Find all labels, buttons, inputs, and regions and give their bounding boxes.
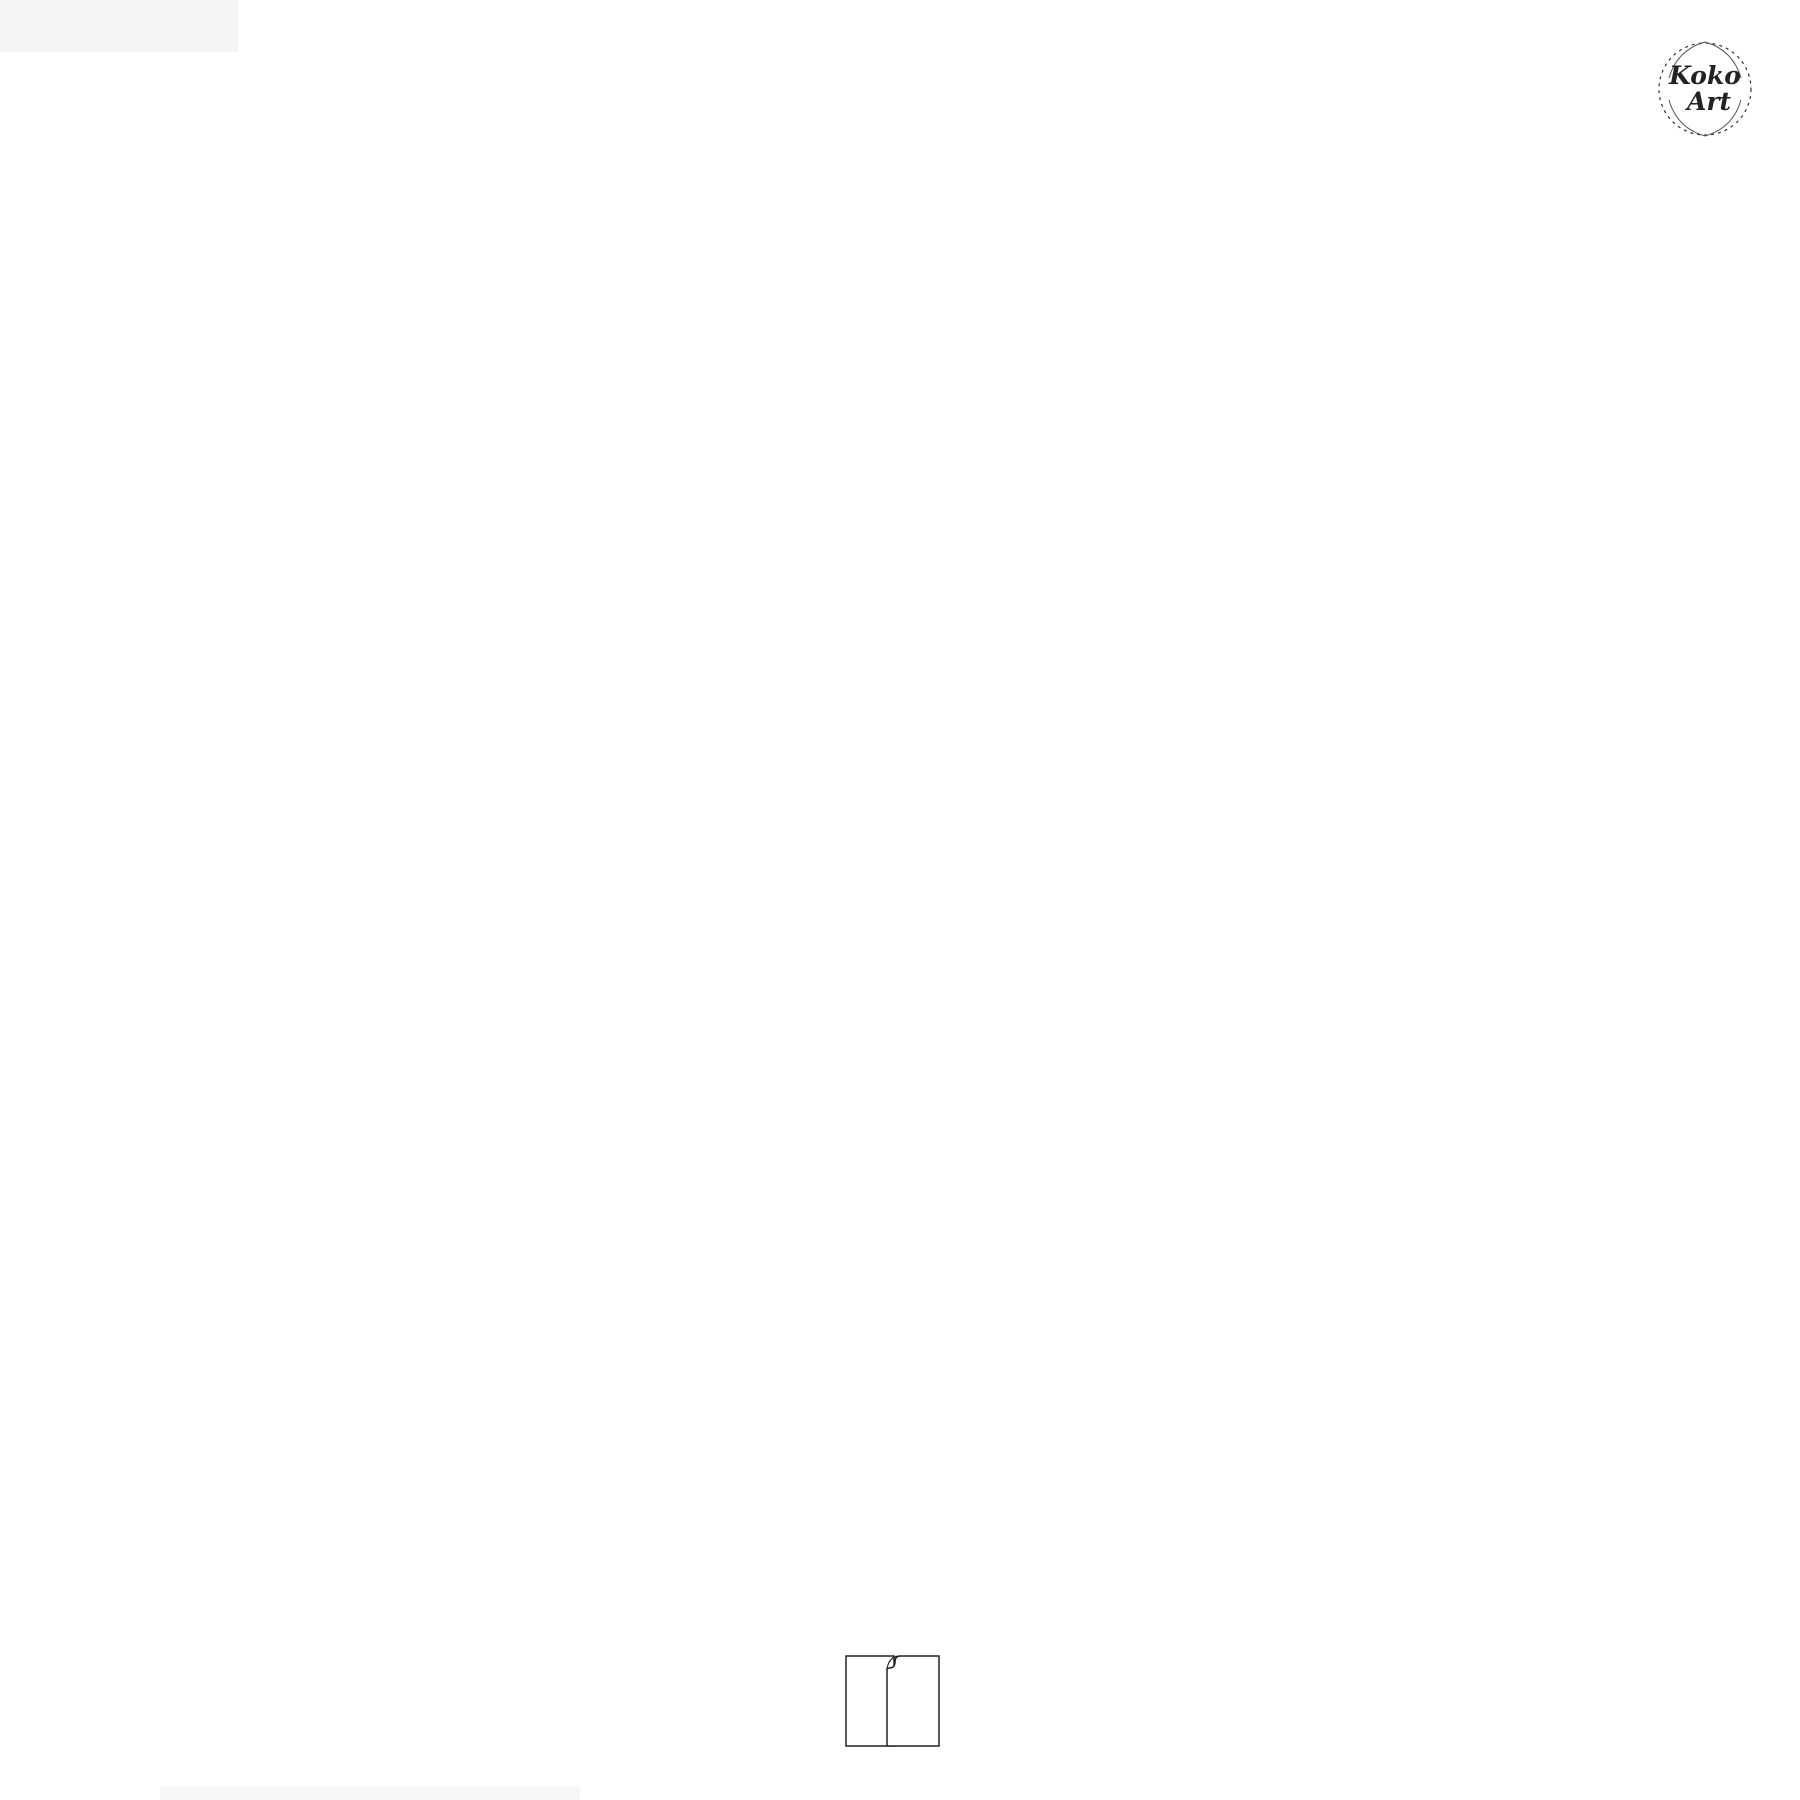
detail-view <box>0 0 770 1800</box>
svg-text:Art: Art <box>1686 87 1732 116</box>
koko-art-logo <box>1655 30 1755 148</box>
stripe-pattern <box>0 0 770 1800</box>
wallpaper-panels <box>846 355 1742 1565</box>
logo-text: Koko <box>1669 61 1741 90</box>
color-disclaimer <box>160 1787 580 1800</box>
panel-layout <box>846 355 1742 1565</box>
detail-view-label <box>0 0 238 52</box>
overlap-panels-icon <box>845 1655 941 1747</box>
